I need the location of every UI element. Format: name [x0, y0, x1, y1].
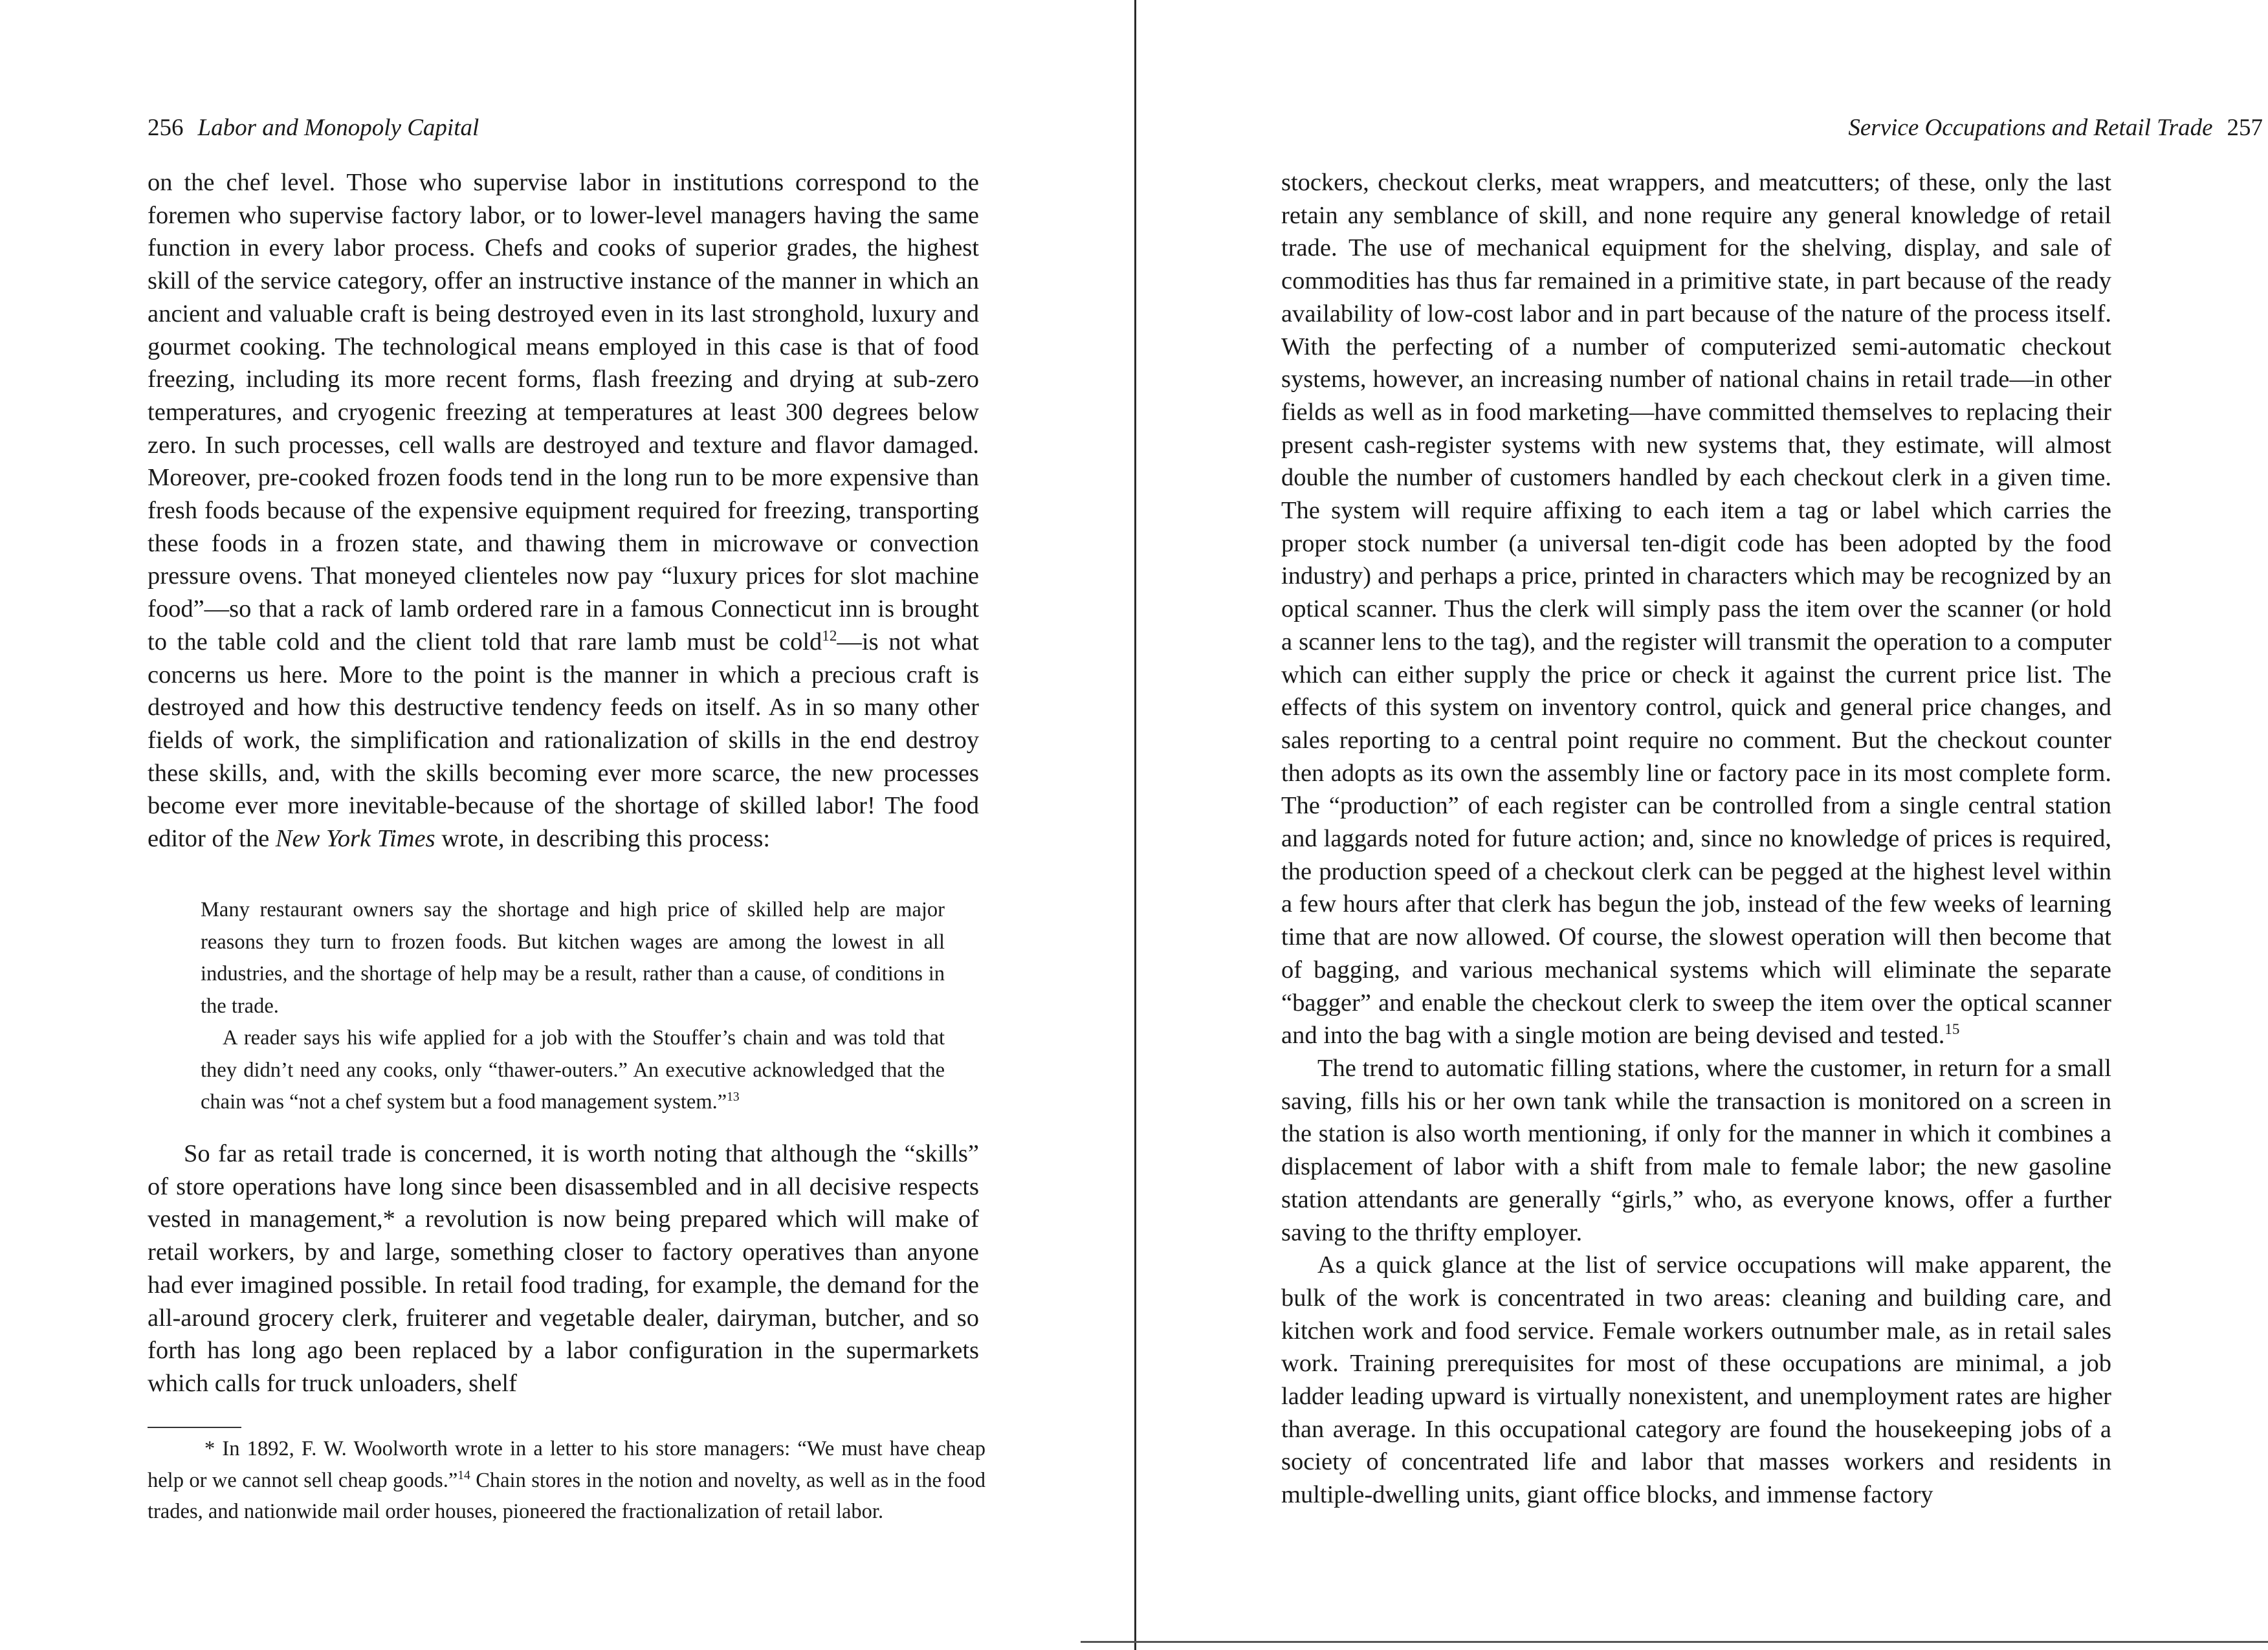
footnote-ref-14: 14 [457, 1468, 470, 1482]
running-title-right: Service Occupations and Retail Trade [1848, 115, 2213, 141]
footnote-ref-15: 15 [1944, 1020, 1960, 1038]
block-quote-para-1: Many restaurant owners say the shortage and high price of skilled help are major reasons they turn to frozen foods. But kitchen wages are among the lowest in all industries, and the shortage of help may be a result, rather than a cause, of conditions in the trade. [201, 898, 945, 1018]
left-body-paragraph-2 [148, 1138, 979, 1400]
right-page [1136, 0, 2268, 1650]
right-para3-text: As a quick glance at the list of service occupations will make apparent, the bulk of the work is concentrated in two areas: cleaning and building care, and kitchen work and food service. Female workers outnumber male, as in retail sales work. Training prerequisites for most of these occupations are minimal, a job ladder leading upward is virtually nonexistent, and unemployment rates are higher than average. In this occupational category are found the housekeeping jobs of a society of concentrated life and labor that masses workers and residents in multiple-dwelling units, giant office blocks, and immense factory [1281, 1251, 2111, 1509]
left-para1-text-b: —is not what concerns us here. More to the point is the manner in which a precious craft is destroyed and how this destructive tendency feeds on itself. As in so many other fields of work, the simplification and rationalization of skills in the end destroy these skills, and, with the skills becoming ever more scarce, the new processes become ever more inevitable-because of the shortage of skilled labor! The food editor of the [148, 628, 979, 853]
scan-bottom-edge [1081, 1641, 2268, 1643]
left-para1-text-a: on the chef level. Those who supervise labor in institutions correspond to the foremen who supervise factory labor, or to lower-level managers having the same function in every labor process. Chefs and cooks of superior grades, the highest skill of the service category, offer an instructive instance of the manner in which an ancient and valuable craft is being destroyed even in its last stronghold, luxury and gourmet cooking. The technological means employed in this case is that of food freezing, including its more recent forms, flash freezing and drying at sub-zero temperatures, and cryogenic freezing at temperatures at least 300 degrees below zero. In such processes, cell walls are destroyed and texture and flavor damaged. Moreover, pre-cooked frozen foods tend in the long run to be more expensive than fresh foods because of the expensive equipment required for freezing, transporting these foods in a frozen state, and thawing them in microwave or convection pressure ovens. That moneyed clienteles now pay “luxury prices for slot machine food”—so that a rack of lamb ordered rare in a famous Connecticut inn is brought to the table cold and the client told that rare lamb must be cold [148, 169, 979, 655]
running-head-right [1848, 114, 2263, 142]
right-body-text [1281, 166, 2111, 1512]
left-body-paragraph [148, 166, 979, 855]
block-quote-para-2: A reader says his wife applied for a job with the Stouffer’s chain and was told that they didn’t need any cooks, only “thawer-outers.” An executive acknowledged that the chain was “not a chef system but a food management system.” [201, 1026, 945, 1114]
footnote-text-b: Chain stores in the notion and novelty, as well as in the food trades, and nationwide mail order houses, pioneered the fractionalization of retail labor. [148, 1468, 985, 1523]
block-quote [201, 894, 945, 1119]
running-title-left: Labor and Monopoly Capital [197, 115, 479, 141]
running-head-left [148, 114, 479, 142]
page-number-left: 256 [148, 115, 184, 141]
newspaper-title: New York Times [275, 825, 435, 853]
right-para1-text: stockers, checkout clerks, meat wrappers, and meatcutters; of these, only the last retain any semblance of skill, and none require any general knowledge of retail trade. The use of mechanical equipment for the shelving, display, and sale of commodities has thus far remained in a primitive state, in part because of the ready availability of low-cost labor and in part because of the nature of the process itself. With the perfecting of a number of computerized semi-automatic checkout systems, however, an increasing number of national chains in retail trade—in other fields as well as in food marketing—have committed themselves to replacing their present cash-register systems with new systems that, they estimate, will almost double the number of customers handled by each checkout clerk in a given time. The system will require affixing to each item a tag or label which carries the proper stock number (a universal ten-digit code has been adopted by the food industry) and perhaps a price, printed in characters which may be recognized by an optical scanner. Thus the clerk will simply pass the item over the scanner (or hold a scanner lens to the tag), and the register will transmit the operation to a computer which can either supply the price or check it against the current price list. The effects of this system on inventory control, quick and general price changes, and sales reporting to a central point require no comment. But the checkout counter then adopts as its own the assembly line or factory pace in its most complete form. The “production” of each register can be controlled from a single central station and laggards noted for future action; and, since no knowledge of prices is required, the production speed of a checkout clerk can be pegged at the highest level within a few hours after that clerk has begun the job, instead of the few weeks of learning time that are now allowed. Of course, the slowest operation will then become that of bagging, and various mechanical systems which will eliminate the separate “bagger” and enable the checkout clerk to sweep the item over the optical scanner and into the bag with a single motion are being devised and tested. [1281, 169, 2111, 1050]
left-para2-text: So far as retail trade is concerned, it is worth noting that although the “skills” of store operations have long since been disassembled and in all decisive respects vested in management,* a revolution is now being prepared which will make of retail workers, by and large, something closer to factory operatives than anyone had ever imagined possible. In retail food trading, for example, the demand for the all-around grocery clerk, fruiterer and vegetable dealer, dairyman, butcher, and so forth has long ago been replaced by a labor configuration in the supermarkets which calls for truck unloaders, shelf [148, 1140, 979, 1397]
footnote-text-a: * In 1892, F. W. Woolworth wrote in a letter to his store managers: “We must have cheap help or we cannot sell cheap goods.” [148, 1437, 985, 1492]
page-number-right: 257 [2227, 115, 2263, 141]
footnote [148, 1433, 985, 1528]
footnote-ref-13: 13 [727, 1090, 740, 1105]
footnote-divider [148, 1427, 241, 1428]
left-para1-text-c: wrote, in describing this process: [435, 825, 771, 853]
right-para2-text: The trend to automatic filling stations, where the customer, in return for a small saving, fills his or her own tank while the transaction is monitored on a screen in the station is also worth mentioning, if only for the manner in which it combines a displacement of labor with a shift from male to female labor; the new gasoline station attendants are generally “girls,” who, as everyone knows, offer a further saving to the thrifty employer. [1281, 1054, 2111, 1246]
footnote-ref-12: 12 [822, 627, 837, 644]
